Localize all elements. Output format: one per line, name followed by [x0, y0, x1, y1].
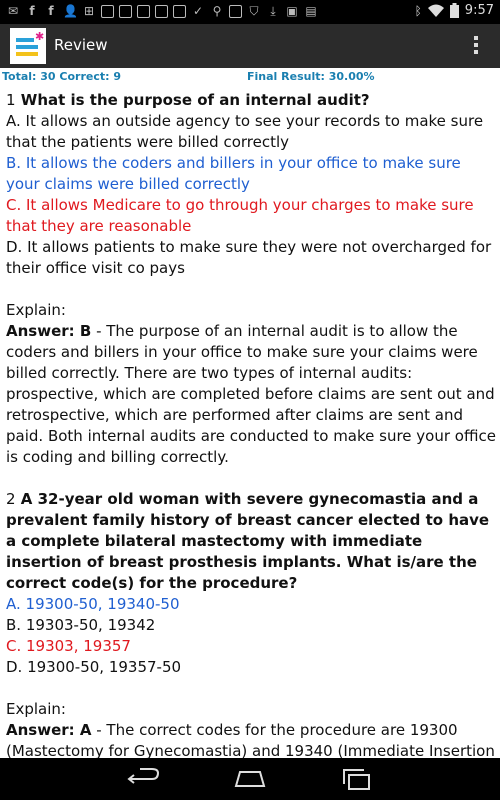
explain-label: Explain: — [6, 700, 66, 718]
recent-apps-icon[interactable] — [336, 766, 376, 792]
app-icon — [173, 5, 186, 18]
app-icon — [229, 5, 242, 18]
review-list[interactable] — [6, 90, 496, 758]
page-title: Review — [54, 36, 108, 54]
score-bar — [0, 68, 500, 86]
app-logo-icon[interactable]: ✱ — [10, 28, 46, 64]
battery-icon — [450, 3, 459, 18]
option-b-correct: B. It allows the coders and billers in your office to make sure your claims were billed correctly — [6, 154, 461, 193]
system-icons — [415, 3, 494, 18]
app-icon — [119, 5, 132, 18]
navigation-bar — [0, 758, 500, 800]
gmail-icon: ✉ — [7, 4, 19, 18]
option-b: B. 19303-50, 19342 — [6, 616, 156, 634]
answer-label: Answer: B — [6, 322, 92, 340]
briefcase-icon: ▣ — [286, 4, 298, 18]
explanation-text — [6, 720, 496, 758]
facebook-icon: f — [48, 4, 54, 18]
shield-icon: ⛉ — [249, 4, 259, 18]
clock-time: 9:57 — [464, 3, 494, 18]
option-a-correct: A. 19300-50, 19340-50 — [6, 595, 180, 613]
explanation-text — [6, 321, 496, 468]
notification-icons — [6, 4, 318, 18]
bag-icon: ▤ — [305, 4, 317, 18]
answer-text: - The correct codes for the procedure are 19300 (Mastectomy for Gynecomastia) and 19340 (Immediate Insertion — [6, 721, 495, 758]
facebook-icon: f — [29, 4, 35, 18]
question-item — [6, 90, 496, 489]
check-icon: ✓ — [192, 4, 204, 18]
app-icon — [101, 5, 114, 18]
answer-label: Answer: A — [6, 721, 92, 739]
app-icon: ⊞ — [83, 4, 95, 18]
search-icon: ⚲ — [212, 4, 222, 18]
total-correct-text: Total: 30 Correct: 9 — [2, 70, 122, 83]
option-d: D. It allows patients to make sure they were not overcharged for their office visit co pays — [6, 238, 492, 277]
add-person-icon: 👤 — [63, 4, 78, 18]
option-c-selected-wrong: C. It allows Medicare to go through your charges to make sure that they are reasonable — [6, 196, 474, 235]
question-text: What is the purpose of an internal audit? — [20, 91, 370, 109]
home-icon[interactable] — [230, 766, 270, 792]
app-icon — [137, 5, 150, 18]
status-bar — [0, 0, 500, 24]
question-number: 2 — [6, 490, 16, 508]
app-icon — [155, 5, 168, 18]
question-title — [6, 90, 496, 111]
final-result-text: Final Result: 30.00% — [247, 70, 375, 83]
overflow-menu-icon[interactable] — [474, 36, 478, 57]
wifi-icon — [428, 4, 444, 18]
option-d: D. 19300-50, 19357-50 — [6, 658, 182, 676]
explain-label: Explain: — [6, 301, 66, 319]
option-c-selected-wrong: C. 19303, 19357 — [6, 637, 131, 655]
answer-text: - The purpose of an internal audit is to allow the coders and billers in your office to make sure your claims were billed correctly. There are two types of internal audits: prospective, which are completed before claims are sent out and retrospective, which are performed after claims are sent and paid. Both internal audits are conducted to make sure your office is coding and billing correctly. — [6, 322, 496, 466]
option-a: A. It allows an outside agency to see your records to make sure that the patients were billed correctly — [6, 112, 484, 151]
back-icon[interactable] — [124, 766, 164, 792]
download-icon: ⤓ — [270, 4, 276, 18]
question-title — [6, 489, 496, 594]
bluetooth-icon: ᛒ — [414, 3, 422, 18]
action-bar — [0, 24, 500, 68]
question-number: 1 — [6, 91, 16, 109]
question-text: A 32-year old woman with severe gynecomastia and a prevalent family history of breast cancer elected to have a complete bilateral mastectomy with immediate insertion of breast prosthesis implants. What is/are the correct code(s) for the procedure? — [6, 490, 490, 592]
question-item — [6, 489, 496, 758]
